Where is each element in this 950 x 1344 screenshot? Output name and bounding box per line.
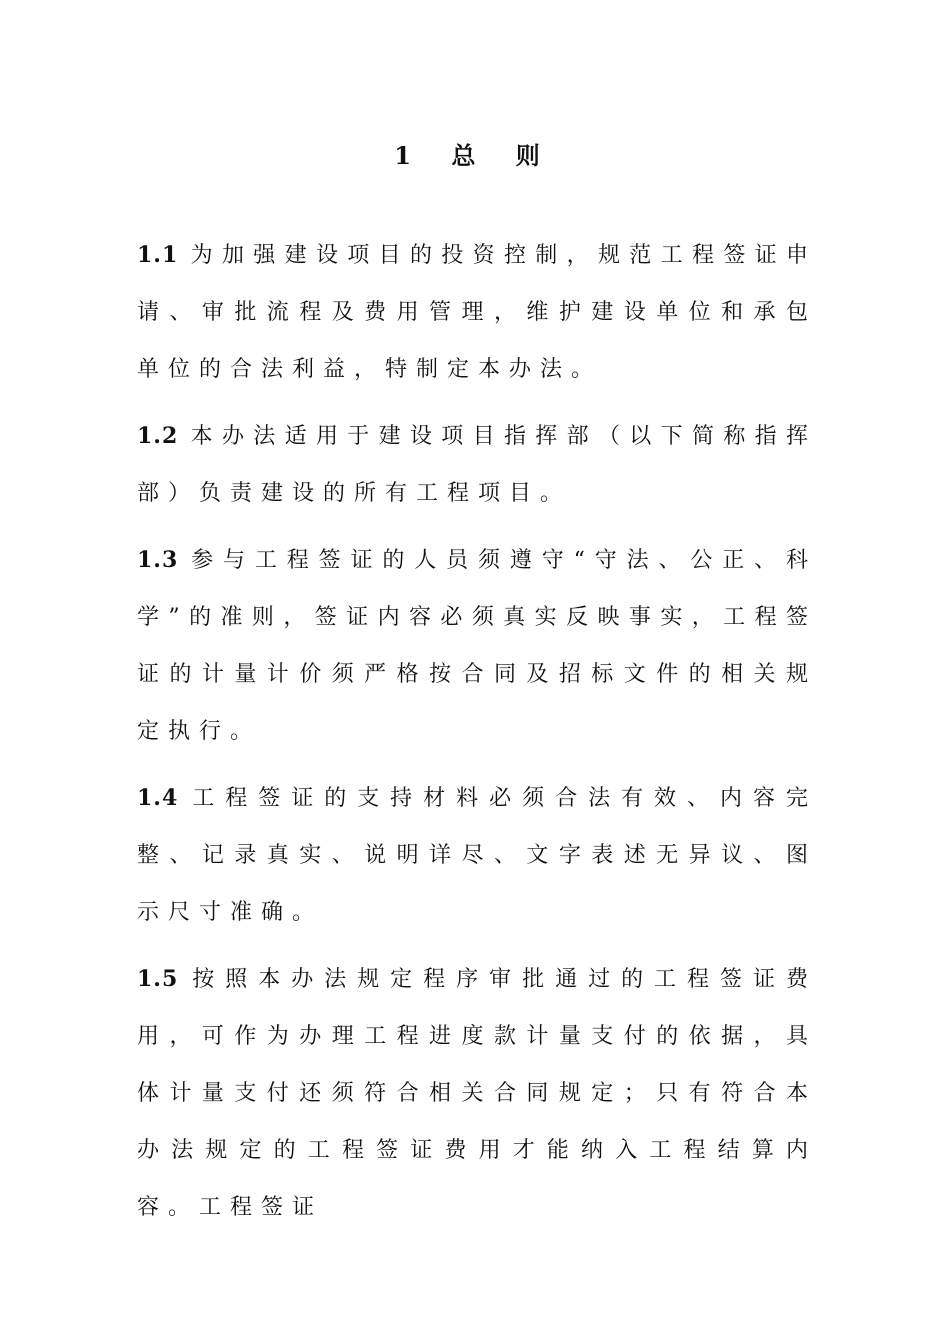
section-1-3 — [137, 532, 817, 760]
section-1-2 — [137, 408, 817, 522]
section-text: 按照本办法规定程序审批通过的工程签证费用，可作为办理工程进度款计量支付的依据，具体计量支付还须符合相关合同规定；只有符合本办法规定的工程签证费用才能纳入工程结算内容。工程签证 — [137, 967, 817, 1220]
page-title: 1 总 则 — [394, 141, 556, 170]
section-text: 为加强建设项目的投资控制，规范工程签证申请、审批流程及费用管理，维护建设单位和承包单位的合法利益，特制定本办法。 — [137, 243, 817, 382]
section-1-1 — [137, 227, 817, 398]
section-number: 1.5 — [137, 966, 179, 992]
section-1-4 — [137, 770, 817, 941]
document-body — [137, 227, 817, 1246]
section-number: 1.1 — [137, 242, 179, 268]
section-text: 参与工程签证的人员须遵守“守法、公正、科学”的准则，签证内容必须真实反映事实，工程签证的计量计价须严格按合同及招标文件的相关规定执行。 — [137, 548, 817, 744]
section-number: 1.2 — [137, 423, 179, 449]
section-number: 1.4 — [137, 785, 179, 811]
section-number: 1.3 — [137, 547, 179, 573]
section-text: 本办法适用于建设项目指挥部（以下简称指挥部）负责建设的所有工程项目。 — [137, 424, 817, 506]
section-1-5 — [137, 951, 817, 1236]
section-text: 工程签证的支持材料必须合法有效、内容完整、记录真实、说明详尽、文字表述无异议、图示尺寸准确。 — [137, 786, 817, 925]
